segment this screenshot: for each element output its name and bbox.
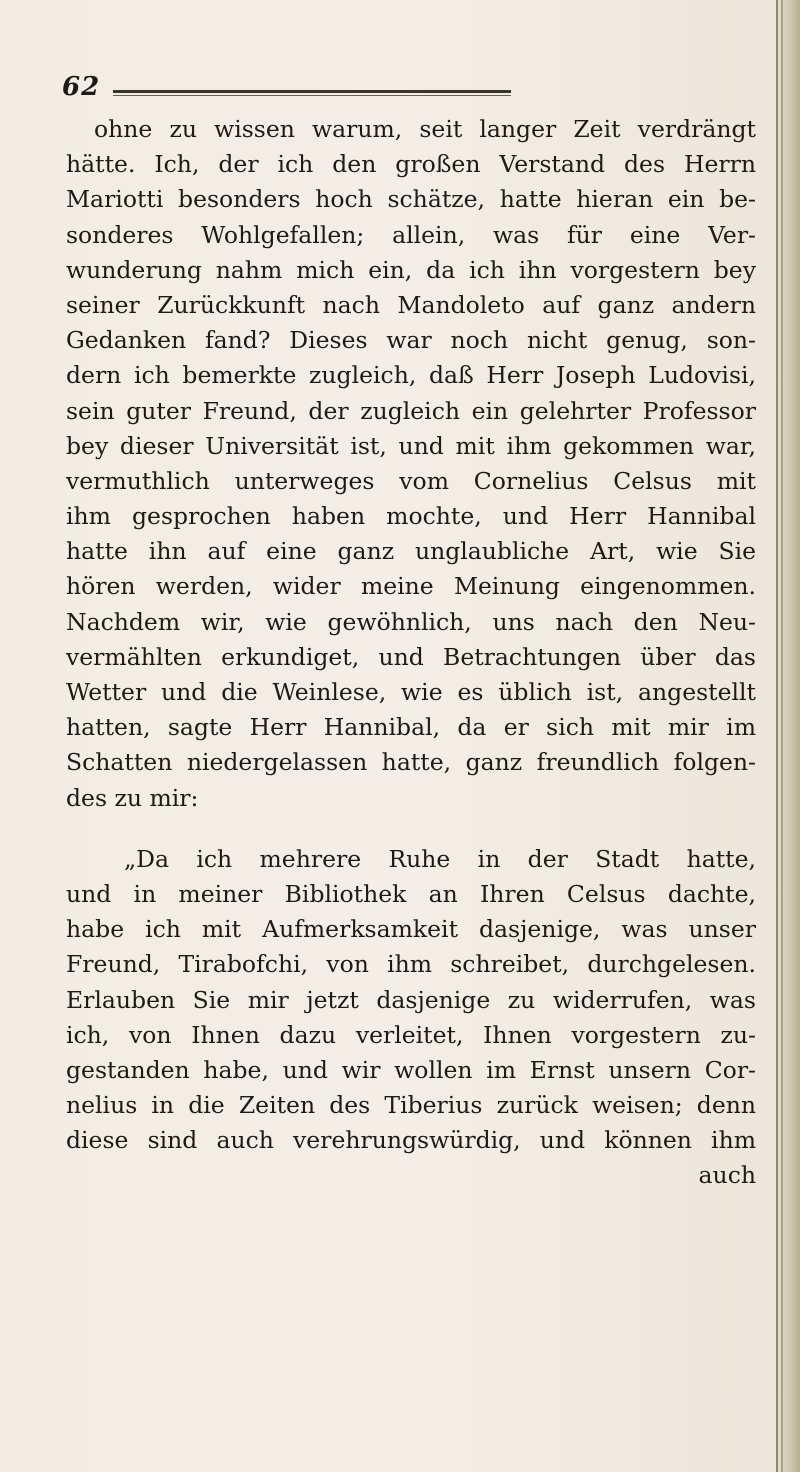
text-line: Nachdem wir, wie gewöhnlich, uns nach den Neu-	[66, 607, 756, 636]
text-line: hätte. Ich, der ich den großen Verstand des Herrn	[66, 150, 756, 179]
page-number: 62	[62, 72, 101, 102]
text-line: hatten, sagte Herr Hannibal, da er sich mit mir im	[66, 713, 756, 742]
text-line: habe ich mit Aufmerksamkeit dasjenige, was unser	[66, 915, 756, 944]
text-line: vermuthlich unterweges vom Cornelius Celsus mit	[66, 466, 756, 495]
text-line: hatte ihn auf eine ganz unglaubliche Art, wie Sie	[66, 537, 756, 566]
text-line: vermählten erkundiget, und Betrachtungen über das	[66, 642, 756, 671]
text-line: nelius in die Zeiten des Tiberius zurück weisen; denn	[66, 1091, 756, 1120]
catchword: auch	[698, 1161, 756, 1190]
text-line: wunderung nahm mich ein, da ich ihn vorgestern bey	[66, 255, 756, 284]
text-line: Mariotti besonders hoch schätze, hatte hieran ein be-	[66, 185, 756, 214]
text-line: Wetter und die Weinlese, wie es üblich ist, angestellt	[66, 678, 756, 706]
book-gutter	[776, 0, 800, 1472]
text-line: ihm gesprochen haben mochte, und Herr Hannibal	[66, 502, 756, 531]
text-line: hören werden, wider meine Meinung eingenommen.	[66, 572, 756, 601]
text-line: gestanden habe, und wir wollen im Ernst unsern Cor-	[66, 1055, 756, 1084]
text-line: „Da ich mehrere Ruhe in der Stadt hatte,	[124, 844, 756, 873]
text-line: dern ich bemerkte zugleich, daß Herr Joseph Ludovisi,	[66, 361, 756, 390]
text-line: sonderes Wohlgefallen; allein, was für eine Ver-	[66, 220, 756, 249]
text-line: diese sind auch verehrungswürdig, und können ihm	[66, 1126, 756, 1155]
body-text	[66, 112, 756, 1194]
header-rule	[113, 90, 511, 93]
text-line: Erlauben Sie mir jetzt dasjenige zu widerrufen, was	[66, 985, 756, 1014]
text-line: Schatten niedergelassen hatte, ganz freundlich folgen-	[66, 748, 756, 777]
text-line: Freund, Tirabofchi, von ihm schreibet, durchgelesen.	[66, 950, 756, 979]
text-line: bey dieser Universität ist, und mit ihm gekommen war,	[66, 431, 756, 460]
text-line: des zu mir:	[66, 783, 199, 812]
text-line: seiner Zurückkunft nach Mandoleto auf ganz andern	[66, 290, 756, 319]
text-line: sein guter Freund, der zugleich ein gelehrter Professor	[66, 396, 756, 425]
text-line: und in meiner Bibliothek an Ihren Celsus dachte,	[66, 879, 756, 908]
text-line: ich, von Ihnen dazu verleitet, Ihnen vorgestern zu-	[66, 1020, 756, 1049]
paragraph-gap	[66, 816, 756, 842]
text-line: Gedanken fand? Dieses war noch nicht genug, son-	[66, 326, 756, 355]
text-line: ohne zu wissen warum, seit langer Zeit verdrängt	[94, 115, 756, 143]
